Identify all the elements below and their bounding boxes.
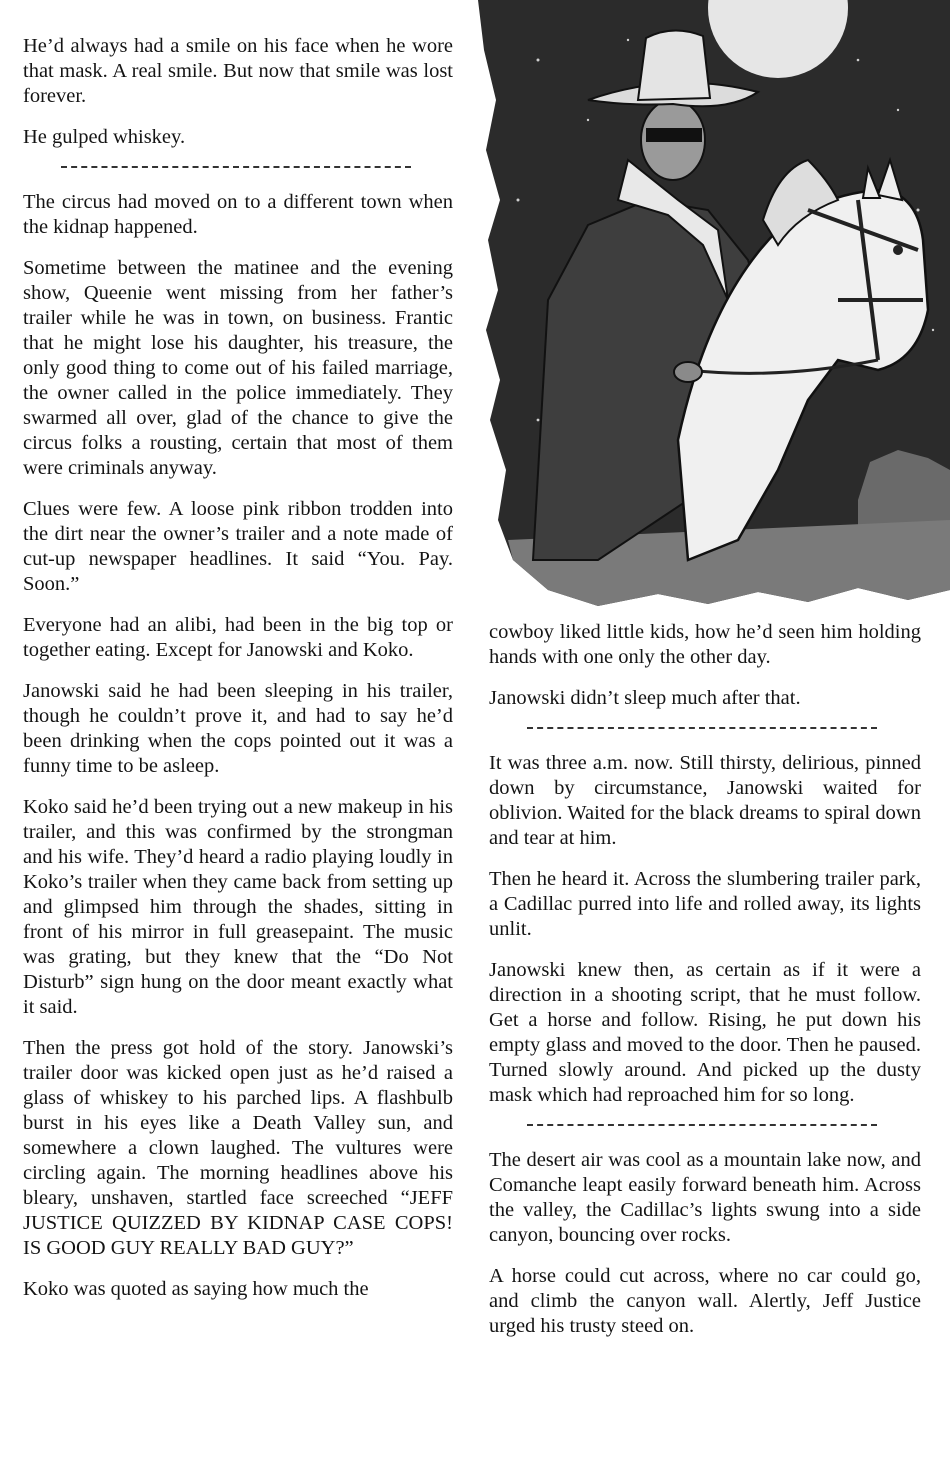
section-divider [527, 1124, 877, 1126]
paragraph: The circus had moved on to a different town when the kidnap happened. [23, 191, 453, 238]
left-column [23, 34, 453, 1318]
cowboy-horse-illustration [478, 0, 950, 612]
paragraph: Then the press got hold of the story. Janowski’s trailer door was kicked open just as he’d raised a glass of whiskey to his parched lips. A flashbulb burst in his eyes like a Death Valley sun, and somewhere a clown laughed. The vultures were circling again. The morning headlines above his bleary, unshaven, startled face screeched “JEFF JUSTICE QUIZZED BY KIDNAP CASE COPS! IS GOOD GUY REALLY BAD GUY?” [23, 1037, 453, 1259]
paragraph: Janowski knew then, as certain as if it were a direction in a shooting script, that he must follow. Get a horse and follow. Rising, he put down his empty glass and moved to the door. Then he paused. Turned slowly around. And picked up the dusty mask which had reproached him for so long. [489, 959, 921, 1106]
paragraph: Koko said he’d been trying out a new makeup in his trailer, and this was confirmed by the strongman and his wife. They’d heard a radio playing loudly in Koko’s trailer when they came back from setting up and glimpsed him through the shades, sitting in front of his mirror in full greasepaint. The music was grating, but they knew that the “Do Not Disturb” sign hung on the door meant exactly what it said. [23, 796, 453, 1018]
paragraph: He’d always had a smile on his face when he wore that mask. A real smile. But now that smile was lost forever. [23, 35, 453, 107]
paragraph: A horse could cut across, where no car could go, and climb the canyon wall. Alertly, Jeff Justice urged his trusty steed on. [489, 1265, 921, 1337]
paragraph: He gulped whiskey. [23, 126, 186, 148]
paragraph: Sometime between the matinee and the evening show, Queenie went missing from her father’s trailer while he was in town, on business. Frantic that he might lose his daughter, his treasure, the only good thing to come out of his failed marriage, the owner called in the police immediately. They swarmed all over, glad of the chance to give the circus folks a rousting, certain that most of them were criminals anyway. [23, 257, 453, 479]
paragraph: Janowski said he had been sleeping in his trailer, though he couldn’t prove it, and had to say he’d been drinking when the cops pointed out it was a funny time to be asleep. [23, 680, 453, 777]
right-column [489, 620, 921, 1355]
paragraph: Janowski didn’t sleep much after that. [489, 687, 801, 709]
paragraph: Clues were few. A loose pink ribbon trodden into the dirt near the owner’s trailer and a note made of cut-up newspaper headlines. It said “You. Pay. Soon.” [23, 498, 453, 595]
paragraph: Koko was quoted as saying how much the [23, 1278, 369, 1300]
paragraph: cowboy liked little kids, how he’d seen him holding hands with one only the other day. [489, 621, 921, 668]
paragraph: Everyone had an alibi, had been in the big top or together eating. Except for Janowski and Koko. [23, 614, 453, 661]
section-divider [527, 727, 877, 729]
paragraph: Then he heard it. Across the slumbering trailer park, a Cadillac purred into life and rolled away, its lights unlit. [489, 868, 921, 940]
section-divider [61, 166, 411, 168]
paragraph: The desert air was cool as a mountain lake now, and Comanche leapt easily forward beneath him. Across the valley, the Cadillac’s lights swung into a side canyon, bouncing over rocks. [489, 1149, 921, 1246]
paragraph: It was three a.m. now. Still thirsty, delirious, pinned down by circumstance, Janowski waited for oblivion. Waited for the black dreams to spiral down and tear at him. [489, 752, 921, 849]
